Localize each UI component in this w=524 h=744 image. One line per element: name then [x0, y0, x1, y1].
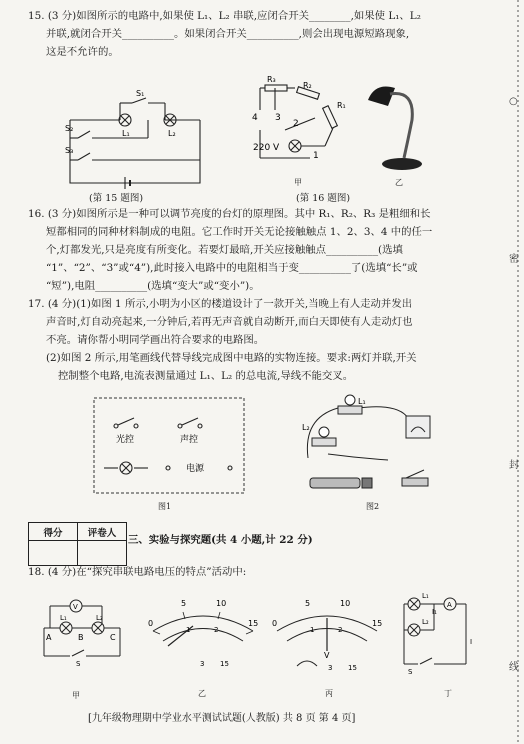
q16-line5: “短”),电阻__________(选填“变大”或“变小”)。 [46, 280, 260, 292]
q16-fig-yi: 乙 [395, 178, 403, 187]
q18-bing-tick-0: 0 [272, 619, 278, 628]
q16-fig-jia: 甲 [294, 178, 302, 187]
q18-l2-label: L₂ [96, 614, 103, 622]
q16-r3-label: R₃ [267, 75, 276, 84]
q17-power-label: 电源 [186, 464, 205, 474]
q18-circuit-jia [40, 598, 130, 668]
q17-fig2-caption: 图2 [366, 502, 380, 511]
q18-circuit-ding [404, 594, 484, 674]
q17-figure2 [298, 398, 448, 493]
q16-r2-label: R₂ [303, 81, 312, 90]
q16-line1: 16. (3 分)如图所示是一种可以调节亮度的台灯的原理图。其中 R₁、R₂、R₃ 是粗细和长 [28, 208, 431, 220]
binding-mark-feng: 封 [509, 460, 519, 471]
q15-s2-label: S₂ [65, 124, 74, 133]
q16-line2: 短都相同的同种材料制成的电阻。它工作时开关无论接触触点 1、2、3、4 中的任一 [46, 226, 433, 238]
q16-n4-label: 4 [252, 113, 258, 123]
binding-mark-top: ○ [509, 96, 518, 107]
q18-b-label: B [78, 633, 84, 642]
q17-sound-control-label: 声控 [180, 435, 199, 445]
binding-mark-mi: 密 [509, 254, 519, 265]
q16-line4: “1”、“2”、“3”或“4”),此时接入电路中的电阻相当于变__________了(选填“长”或 [46, 262, 418, 274]
q16-n1-label: 1 [313, 151, 319, 161]
q16-n3-label: 3 [275, 113, 281, 123]
score-table [28, 522, 127, 566]
q18-yi-tick-b2: 2 [214, 626, 219, 634]
q16-line3: 个,灯都发光,只是亮度有所变化。若要灯最暗,开关应接触触点__________(选填 [46, 244, 403, 256]
q17-line5: 控制整个电路,电流表测量通过 L₁、L₂ 的总电流,导线不能交叉。 [58, 370, 354, 382]
q18-bing-tick-15: 15 [372, 619, 383, 628]
binding-dashed-line [517, 0, 519, 744]
q18-ding-l2: L₂ [422, 618, 429, 626]
q15-line3: 这是不允许的。 [46, 46, 119, 58]
q18-yi-tick-b1: 1 [186, 626, 191, 634]
q15-line2: 并联,就闭合开关__________。如果闭合开关__________,则会出现电源短路现象, [46, 28, 410, 40]
q18-bing-term-3: 3 [328, 664, 333, 672]
q15-s1-label: S₁ [136, 89, 145, 98]
q16-r1-label: R₁ [337, 101, 346, 110]
q15-l2-label: L₂ [168, 129, 176, 138]
q17-light-control-label: 光控 [116, 435, 135, 445]
q17-line4: (2)如图 2 所示,用笔画线代替导线完成图中电路的实物连接。要求:两灯并联,开关 [46, 352, 417, 364]
q17-fig2-l2-label: L₂ [302, 423, 310, 432]
q17-line2: 声音时,灯自动亮起来,一分钟后,若再无声音就自动断开,而白天即使有人走动灯也 [46, 316, 413, 328]
q18-voltmeter-yi [148, 596, 258, 676]
q18-bing-v: V [324, 651, 330, 660]
q16-voltage-label: 220 V [253, 143, 280, 153]
q18-bing-tick-10: 10 [340, 599, 351, 608]
q18-ding-s: S [408, 668, 413, 676]
score-header: 得分 [29, 523, 78, 541]
q18-ding-a: A [447, 601, 452, 609]
binding-mark-xian: 线 [509, 662, 519, 673]
q18-s-label: S [76, 660, 81, 668]
q18-ding-i: I [470, 638, 473, 646]
q15-line1: 15. (3 分)如图所示的电路中,如果使 L₁、L₂ 串联,应闭合开关________,如果使 L₁、L₂ [28, 10, 421, 22]
q18-yi-tick-5: 5 [181, 599, 187, 608]
q16-desk-lamp-image [360, 80, 430, 170]
q15-caption: (第 15 题图) [89, 193, 144, 204]
q17-line3: 不亮。请你帮小明同学画出符合要求的电路图。 [46, 334, 265, 346]
binding-edge [506, 0, 524, 744]
q18-fig-jia: 甲 [72, 691, 80, 700]
q18-yi-term-3: 3 [200, 660, 205, 668]
q18-v-label: V [73, 603, 78, 611]
score-cell[interactable] [29, 541, 78, 566]
page-footer: [九年级物理期中学业水平测试试题(人教版) 共 8 页 第 4 页] [88, 713, 356, 724]
q18-l1-label: L₁ [60, 614, 67, 622]
q18-yi-tick-15: 15 [248, 619, 259, 628]
q18-c-label: C [110, 633, 116, 642]
q16-n2-label: 2 [293, 119, 299, 129]
q18-fig-ding: 丁 [444, 689, 452, 698]
q15-s3-label: S₃ [65, 146, 74, 155]
q17-line1: 17. (4 分)(1)如图 1 所示,小明为小区的楼道设计了一款开关,当晚上有人走动并发出 [28, 298, 413, 310]
section3-title: 三、实验与探究题(共 4 小题,计 22 分) [128, 534, 313, 546]
q18-bing-term-15: 15 [348, 664, 357, 672]
q18-fig-bing: 丙 [325, 689, 333, 698]
q18-ding-i1: I₁ [432, 608, 437, 616]
q16-circuit-diagram [252, 75, 365, 168]
q18-fig-yi: 乙 [198, 689, 206, 698]
q18-ding-l1: L₁ [422, 592, 429, 600]
q15-circuit-diagram [65, 89, 210, 188]
reviewer-cell[interactable] [78, 541, 127, 566]
q17-figure1 [94, 398, 244, 493]
reviewer-header: 评卷人 [78, 523, 127, 541]
q18-yi-term-15: 15 [220, 660, 229, 668]
q17-fig2-l1-label: L₁ [358, 397, 366, 406]
q18-bing-tick-5: 5 [305, 599, 311, 608]
q18-yi-tick-10: 10 [216, 599, 227, 608]
q18-bing-tick-b1: 1 [310, 626, 315, 634]
q18-line1: 18. (4 分)在“探究串联电路电压的特点”活动中: [28, 566, 247, 578]
q18-a-label: A [46, 633, 52, 642]
q16-caption: (第 16 题图) [296, 193, 351, 204]
q18-yi-tick-0: 0 [148, 619, 154, 628]
q15-l1-label: L₁ [122, 129, 130, 138]
q18-voltmeter-bing [272, 596, 382, 676]
q17-fig1-caption: 图1 [158, 502, 172, 511]
q18-bing-tick-b2: 2 [338, 626, 343, 634]
